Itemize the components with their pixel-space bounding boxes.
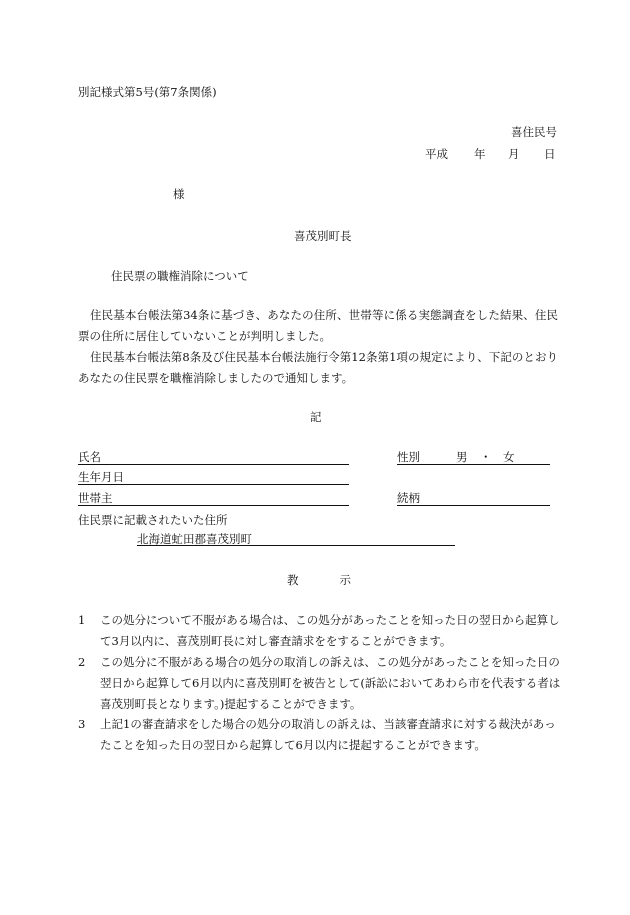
household-head-label: 世帯主 bbox=[78, 491, 113, 505]
notice-item-3 bbox=[78, 714, 562, 756]
notice-text: この処分について不服がある場合は、この処分があったことを知った日の翌日から起算して3月以内に、喜茂別町長に対し審査請求ををすることができます。 bbox=[100, 613, 560, 648]
notice-heading: 教 示 bbox=[287, 573, 357, 587]
relationship-underline bbox=[397, 505, 550, 506]
notice-item-2 bbox=[78, 652, 562, 715]
sender-name: 喜茂別町長 bbox=[294, 229, 352, 243]
address-label: 住民票に記載されたいた住所 bbox=[78, 513, 228, 527]
form-identifier: 別記様式第5号(第7条関係) bbox=[78, 85, 217, 99]
gender-label: 性別 bbox=[397, 450, 420, 464]
gender-female: 女 bbox=[503, 450, 515, 464]
gender-underline bbox=[397, 464, 550, 465]
body-paragraph-2: 住民基本台帳法第8条及び住民基本台帳法施行令第12条第1項の規定により、下記のとおりあなたの住民票を職権消除しましたので通知します。 bbox=[78, 350, 558, 385]
notice-text: 上記1の審査請求をした場合の処分の取消しの訴えは、当該審査請求に対する裁決があったことを知った日の翌日から起算して6月以内に提起することができます。 bbox=[100, 717, 556, 752]
notice-number: 3 bbox=[78, 717, 86, 731]
gender-male: 男 bbox=[456, 450, 468, 464]
address-value: 北海道虻田郡喜茂別町 bbox=[137, 532, 252, 546]
notice-number: 2 bbox=[78, 655, 86, 669]
date-month-unit: 月 bbox=[508, 147, 520, 161]
notice-item-1 bbox=[78, 610, 562, 652]
subject-line: 住民票の職権消除について bbox=[111, 269, 249, 283]
date-day-unit: 日 bbox=[544, 147, 556, 161]
relationship-label: 続柄 bbox=[397, 491, 420, 505]
gender-separator: ・ bbox=[480, 450, 492, 464]
date-year-unit: 年 bbox=[474, 147, 486, 161]
birthdate-underline bbox=[78, 484, 349, 485]
name-underline bbox=[78, 464, 349, 465]
addressee-suffix: 様 bbox=[173, 187, 185, 201]
birthdate-label: 生年月日 bbox=[78, 470, 124, 484]
body-paragraph-1: 住民基本台帳法第34条に基づき、あなたの住所、世帯等に係る実態調査をした結果、住民票の住所に居住していないことが判明しました。 bbox=[78, 308, 558, 343]
document-number: 喜住民号 bbox=[511, 125, 557, 139]
notice-number: 1 bbox=[78, 613, 86, 627]
notice-text: この処分に不服がある場合の処分の取消しの訴えは、この処分があったことを知った日の翌日から起算して6月以内に喜茂別町を被告として(訴訟においてあわら市を代表する者は喜茂別町長となります。)提起することができます。 bbox=[100, 655, 561, 711]
address-underline bbox=[137, 545, 455, 546]
name-label: 氏名 bbox=[78, 450, 101, 464]
ki-heading: 記 bbox=[310, 410, 322, 424]
household-head-underline bbox=[78, 505, 349, 506]
date-era: 平成 bbox=[425, 147, 448, 161]
